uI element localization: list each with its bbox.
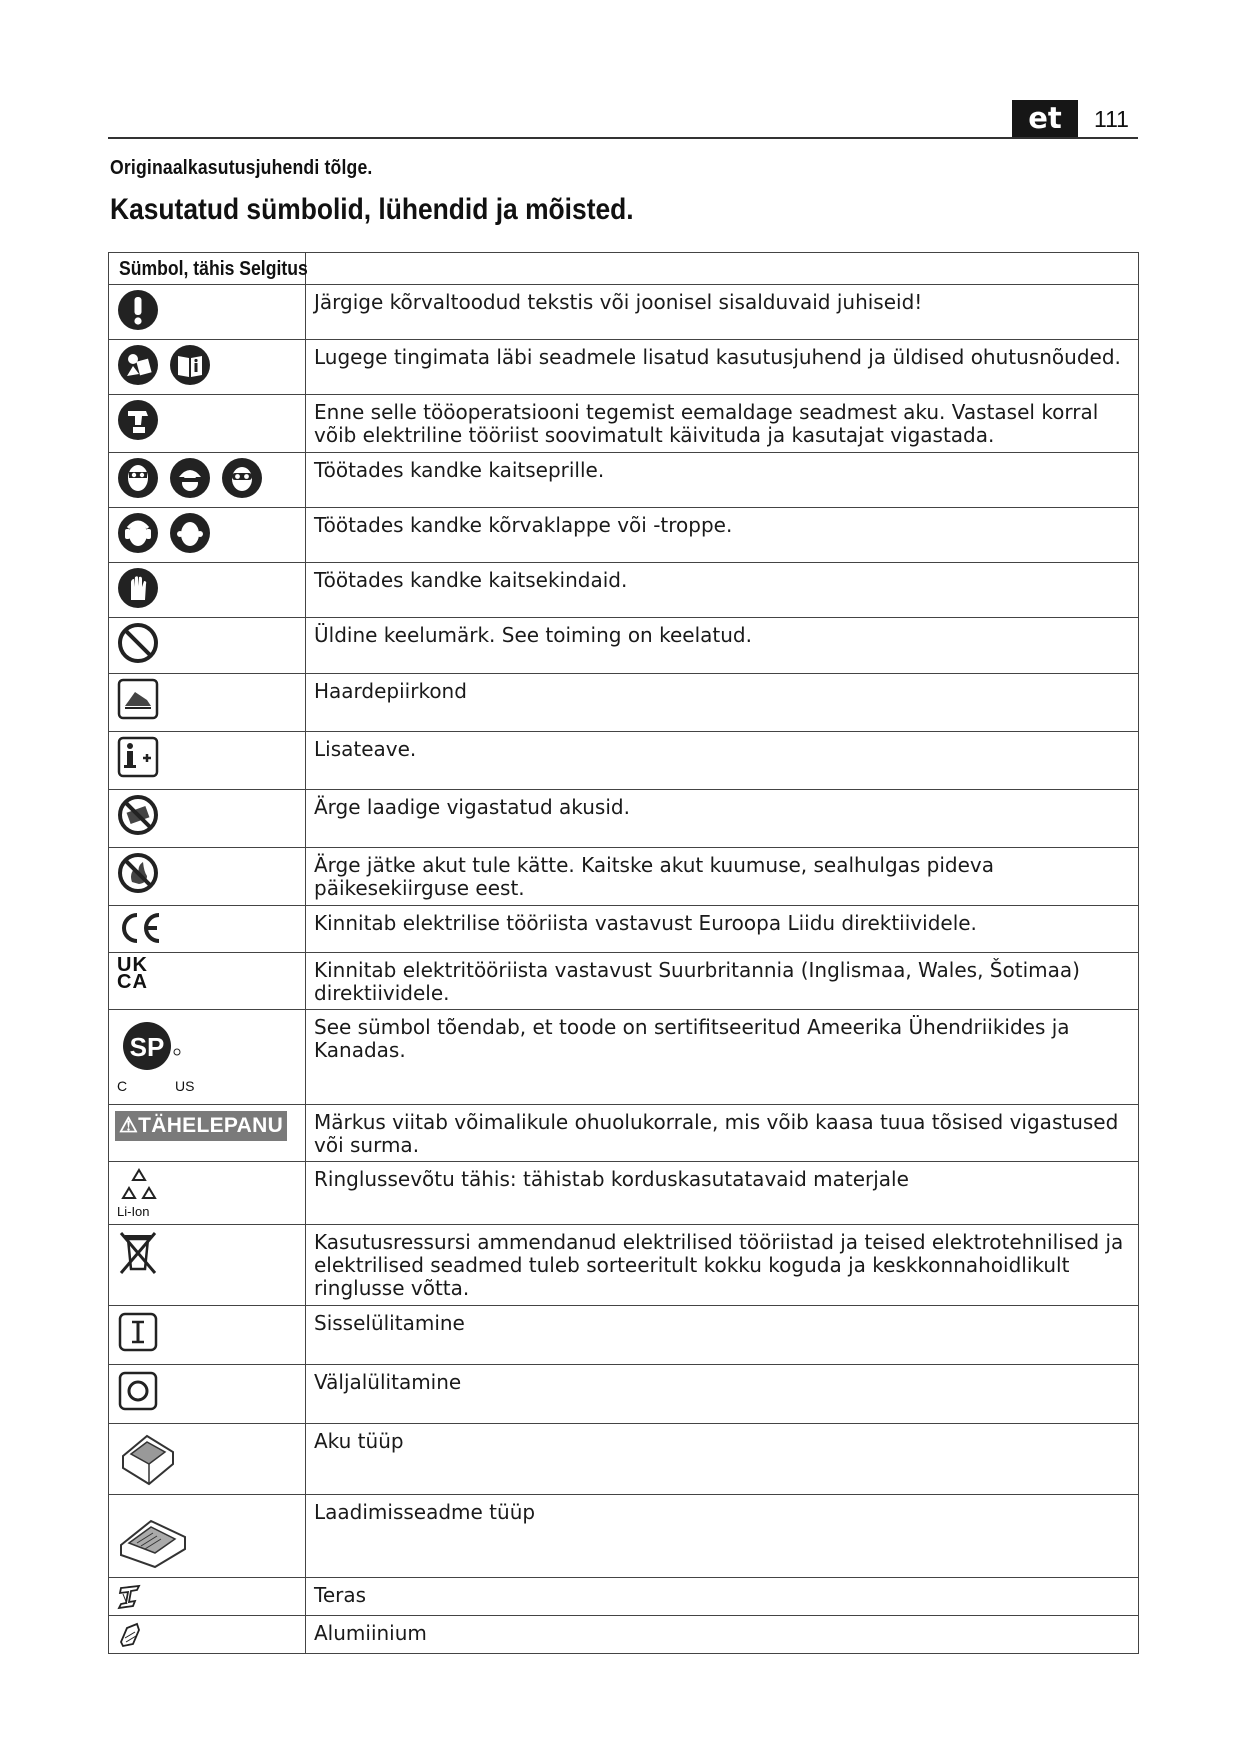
row-description: Alumiinium	[306, 1616, 1139, 1654]
table-row	[109, 1365, 1139, 1424]
battery-pack-icon	[117, 1428, 179, 1488]
table-row	[109, 848, 1139, 906]
safety-goggles-icon	[221, 457, 263, 499]
row-description: Märkus viitab võimalikule ohuolukorrale, mis võib kaasa tuua tõsised vigastused või surma.	[306, 1105, 1139, 1162]
warning-banner: ⚠TÄHELEPANU	[115, 1111, 287, 1141]
steel-icon	[117, 1582, 143, 1610]
helmet-icon	[169, 457, 211, 499]
row-description: Teras	[306, 1578, 1139, 1616]
grip-area-icon	[117, 678, 159, 720]
prohibition-icon	[117, 622, 159, 664]
row-description: Aku tüüp	[306, 1424, 1139, 1495]
ear-plugs-icon	[169, 512, 211, 554]
read-manual-icon	[117, 344, 159, 386]
table-row	[109, 1162, 1139, 1225]
row-description: Enne selle tööoperatsiooni tegemist eemaldage seadmest aku. Vastasel korral võib elektriline tööriist soovimatult käivituda ja kasutajat vigastada.	[306, 395, 1139, 453]
remove-battery-icon	[117, 399, 159, 441]
row-description: Kinnitab elektritööriista vastavust Suurbritannia (Inglismaa, Wales, Šotimaa) direktiividele.	[306, 953, 1139, 1010]
row-description: Kasutusressursi ammendanud elektrilised tööriistad ja teised elektrotehnilised ja elektrilised seadmed tuleb sorteeritult kokku koguda ja keskkonnahoidlikult ringlusse võtta.	[306, 1225, 1139, 1306]
page-title: Kasutatud sümbolid, lühendid ja mõisted.	[110, 193, 634, 226]
table-row	[109, 1578, 1139, 1616]
weee-bin-icon	[117, 1229, 159, 1277]
row-description: Lugege tingimata läbi seadmele lisatud kasutusjuhend ja üldised ohutusnõuded.	[306, 340, 1139, 395]
language-tab: et	[1012, 100, 1078, 137]
li-ion-label: Li-Ion	[117, 1204, 150, 1219]
switch-off-icon	[117, 1369, 159, 1413]
recycling-li-ion-icon	[117, 1166, 167, 1220]
table-row	[109, 1616, 1139, 1654]
table-row	[109, 1306, 1139, 1365]
table-row	[109, 395, 1139, 453]
table-row	[109, 563, 1139, 618]
row-description: Töötades kandke kaitsekindaid.	[306, 563, 1139, 618]
no-damaged-battery-icon	[117, 794, 159, 836]
table-row	[109, 1225, 1139, 1306]
table-row	[109, 674, 1139, 732]
row-description: Kinnitab elektrilise tööriista vastavust Euroopa Liidu direktiividele.	[306, 906, 1139, 953]
aluminium-icon	[117, 1620, 143, 1648]
table-row	[109, 790, 1139, 848]
table-row	[109, 340, 1139, 395]
row-description: Sisselülitamine	[306, 1306, 1139, 1365]
switch-on-icon	[117, 1310, 159, 1354]
charger-icon	[117, 1509, 189, 1569]
ce-mark-icon	[117, 910, 163, 946]
table-row	[109, 508, 1139, 563]
row-description: Väljalülitamine	[306, 1365, 1139, 1424]
header-divider	[108, 137, 1138, 139]
csa-right-label: US	[175, 1078, 195, 1094]
row-description: Ärge jätke akut tule kätte. Kaitske akut kuumuse, sealhulgas pideva päikesekiirguse eest.	[306, 848, 1139, 906]
table-row	[109, 618, 1139, 674]
ukca-mark-icon	[117, 954, 148, 993]
table-row	[109, 953, 1139, 1010]
row-description: Haardepiirkond	[306, 674, 1139, 732]
table-row	[109, 1010, 1139, 1105]
row-description: Laadimisseadme tüüp	[306, 1495, 1139, 1578]
document-subtitle: Originaalkasutusjuhendi tõlge.	[110, 157, 373, 179]
info-plus-icon	[117, 736, 159, 778]
row-description: Töötades kandke kaitseprille.	[306, 453, 1139, 508]
info-book-icon	[169, 344, 211, 386]
row-description: Järgige kõrvaltoodud tekstis või joonisel sisalduvaid juhiseid!	[306, 285, 1139, 340]
row-description: Töötades kandke kõrvaklappe või -troppe.	[306, 508, 1139, 563]
row-description: Ärge laadige vigastatud akusid.	[306, 790, 1139, 848]
table-row	[109, 285, 1139, 340]
ear-protection-icon	[117, 512, 159, 554]
row-description: Lisateave.	[306, 732, 1139, 790]
face-shield-icon	[117, 457, 159, 499]
table-row	[109, 906, 1139, 953]
csa-us-mark-icon	[117, 1014, 207, 1098]
table-row	[109, 1424, 1139, 1495]
exclamation-icon	[117, 289, 159, 331]
table-header-label: Sümbol, tähis Selgitus	[119, 258, 308, 280]
table-header-row	[109, 253, 1139, 285]
symbols-table	[108, 252, 1139, 1654]
row-description: Ringlussevõtu tähis: tähistab korduskasutatavaid materjale	[306, 1162, 1139, 1225]
page-number: 111	[1094, 106, 1129, 132]
table-row	[109, 1105, 1139, 1162]
table-row	[109, 453, 1139, 508]
row-description: See sümbol tõendab, et toode on sertifitseeritud Ameerika Ühendriikides ja Kanadas.	[306, 1010, 1139, 1105]
table-row	[109, 1495, 1139, 1578]
table-row	[109, 732, 1139, 790]
ukca-bottom-label: CA	[117, 971, 148, 993]
row-description: Üldine keelumärk. See toiming on keelatud.	[306, 618, 1139, 674]
ukca-top-label: UK	[117, 954, 148, 976]
gloves-icon	[117, 567, 159, 609]
svg-text:SP: SP	[129, 1032, 165, 1062]
csa-left-label: C	[117, 1078, 128, 1094]
no-fire-battery-icon	[117, 852, 159, 894]
